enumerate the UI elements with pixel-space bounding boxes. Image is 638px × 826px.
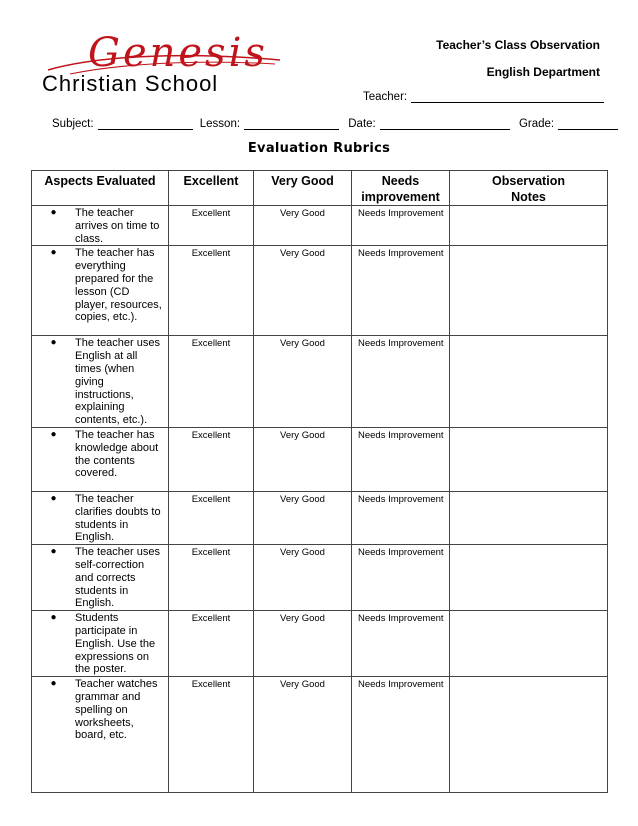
excellent-option[interactable]: Excellent xyxy=(169,427,254,491)
document-title: Teacher’s Class Observation xyxy=(436,38,600,52)
table-row xyxy=(32,427,608,491)
needs-improvement-option[interactable]: Needs Improvement xyxy=(352,491,450,544)
needs-improvement-option[interactable]: Needs Improvement xyxy=(352,427,450,491)
needs-improvement-option[interactable]: Needs Improvement xyxy=(352,677,450,793)
header-needs-line2: improvement xyxy=(361,190,440,204)
aspect-text: The teacher clarifies doubts to students in English. xyxy=(75,492,161,544)
header-excellent: Excellent xyxy=(169,171,254,206)
header-needs-line1: Needs xyxy=(381,174,420,188)
aspect-cell xyxy=(32,336,169,428)
very-good-option[interactable]: Very Good xyxy=(254,611,352,677)
bullet-icon: ● xyxy=(50,207,57,218)
header-notes xyxy=(450,171,608,206)
header-needs xyxy=(352,171,450,206)
header-aspects: Aspects Evaluated xyxy=(32,171,169,206)
excellent-option[interactable]: Excellent xyxy=(169,545,254,611)
header-notes-line2: Notes xyxy=(511,190,546,204)
very-good-option[interactable]: Very Good xyxy=(254,545,352,611)
header-notes-line1: Observation xyxy=(492,174,565,188)
header-very-good: Very Good xyxy=(254,171,352,206)
aspect-cell xyxy=(32,427,169,491)
observation-notes-cell[interactable] xyxy=(450,206,608,246)
observation-notes-cell[interactable] xyxy=(450,545,608,611)
observation-notes-cell[interactable] xyxy=(450,427,608,491)
rubric-title: Evaluation Rubrics xyxy=(247,141,391,156)
table-row xyxy=(32,491,608,544)
aspect-text: The teacher has knowledge about the contents covered. xyxy=(75,428,159,480)
aspect-text: The teacher uses self-correction and corrects students in English. xyxy=(75,546,160,610)
observation-notes-cell[interactable] xyxy=(450,246,608,336)
observation-notes-cell[interactable] xyxy=(450,611,608,677)
aspect-text: The teacher uses English at all times (when giving instructions, explaining contents, etc.). xyxy=(75,337,160,427)
aspect-text: Students participate in English. Use the expressions on the poster. xyxy=(75,612,156,676)
table-row xyxy=(32,611,608,677)
subject-field xyxy=(52,118,193,130)
needs-improvement-option[interactable]: Needs Improvement xyxy=(352,336,450,428)
observation-notes-cell[interactable] xyxy=(450,491,608,544)
bullet-icon: ● xyxy=(50,428,57,440)
bullet-icon: ● xyxy=(50,337,57,349)
needs-improvement-option[interactable]: Needs Improvement xyxy=(352,206,450,246)
aspect-cell xyxy=(32,206,169,246)
very-good-option[interactable]: Very Good xyxy=(254,336,352,428)
very-good-option[interactable]: Very Good xyxy=(254,246,352,336)
bullet-icon: ● xyxy=(50,247,57,259)
observation-notes-cell[interactable] xyxy=(450,677,608,793)
bullet-icon: ● xyxy=(50,612,57,624)
lesson-blank[interactable] xyxy=(244,118,339,130)
date-blank[interactable] xyxy=(380,118,510,130)
excellent-option[interactable]: Excellent xyxy=(169,677,254,793)
aspect-text: The teacher has everything prepared for the lesson (CD player, resources, copies, etc.). xyxy=(75,247,162,324)
department-title: English Department xyxy=(486,65,600,79)
subject-label: Subject: xyxy=(52,118,94,130)
aspect-cell xyxy=(32,491,169,544)
excellent-option[interactable]: Excellent xyxy=(169,206,254,246)
teacher-field xyxy=(363,91,604,103)
grade-field xyxy=(519,118,618,130)
teacher-blank[interactable] xyxy=(411,91,604,103)
very-good-option[interactable]: Very Good xyxy=(254,206,352,246)
very-good-option[interactable]: Very Good xyxy=(254,427,352,491)
very-good-option[interactable]: Very Good xyxy=(254,491,352,544)
header-row xyxy=(32,171,608,206)
date-field xyxy=(348,118,510,130)
table-row xyxy=(32,336,608,428)
aspect-cell xyxy=(32,611,169,677)
table-row xyxy=(32,677,608,793)
excellent-option[interactable]: Excellent xyxy=(169,246,254,336)
date-label: Date: xyxy=(348,118,376,130)
bullet-icon: ● xyxy=(50,678,57,690)
info-fields xyxy=(52,118,618,130)
grade-blank[interactable] xyxy=(558,118,618,130)
table-row xyxy=(32,545,608,611)
table-row xyxy=(32,246,608,336)
bullet-icon: ● xyxy=(50,492,57,504)
school-logo xyxy=(40,30,290,100)
observation-notes-cell[interactable] xyxy=(450,336,608,428)
very-good-option[interactable]: Very Good xyxy=(254,677,352,793)
aspect-text: Teacher watches grammar and spelling on worksheets, board, etc. xyxy=(75,678,158,742)
rubric-table xyxy=(31,170,608,793)
logo-brand-text: Genesis xyxy=(88,30,268,76)
needs-improvement-option[interactable]: Needs Improvement xyxy=(352,545,450,611)
excellent-option[interactable]: Excellent xyxy=(169,611,254,677)
excellent-option[interactable]: Excellent xyxy=(169,336,254,428)
logo-school-text: Christian School xyxy=(42,71,219,96)
subject-blank[interactable] xyxy=(98,118,193,130)
teacher-label: Teacher: xyxy=(363,91,408,103)
needs-improvement-option[interactable]: Needs Improvement xyxy=(352,611,450,677)
aspect-cell xyxy=(32,545,169,611)
lesson-label: Lesson: xyxy=(199,118,241,130)
aspect-cell xyxy=(32,246,169,336)
aspect-text: The teacher arrives on time to class. xyxy=(75,207,160,245)
needs-improvement-option[interactable]: Needs Improvement xyxy=(352,246,450,336)
bullet-icon: ● xyxy=(50,546,57,558)
lesson-field xyxy=(200,118,339,130)
grade-label: Grade: xyxy=(518,118,555,130)
aspect-cell xyxy=(32,677,169,793)
table-row xyxy=(32,206,608,246)
excellent-option[interactable]: Excellent xyxy=(169,491,254,544)
